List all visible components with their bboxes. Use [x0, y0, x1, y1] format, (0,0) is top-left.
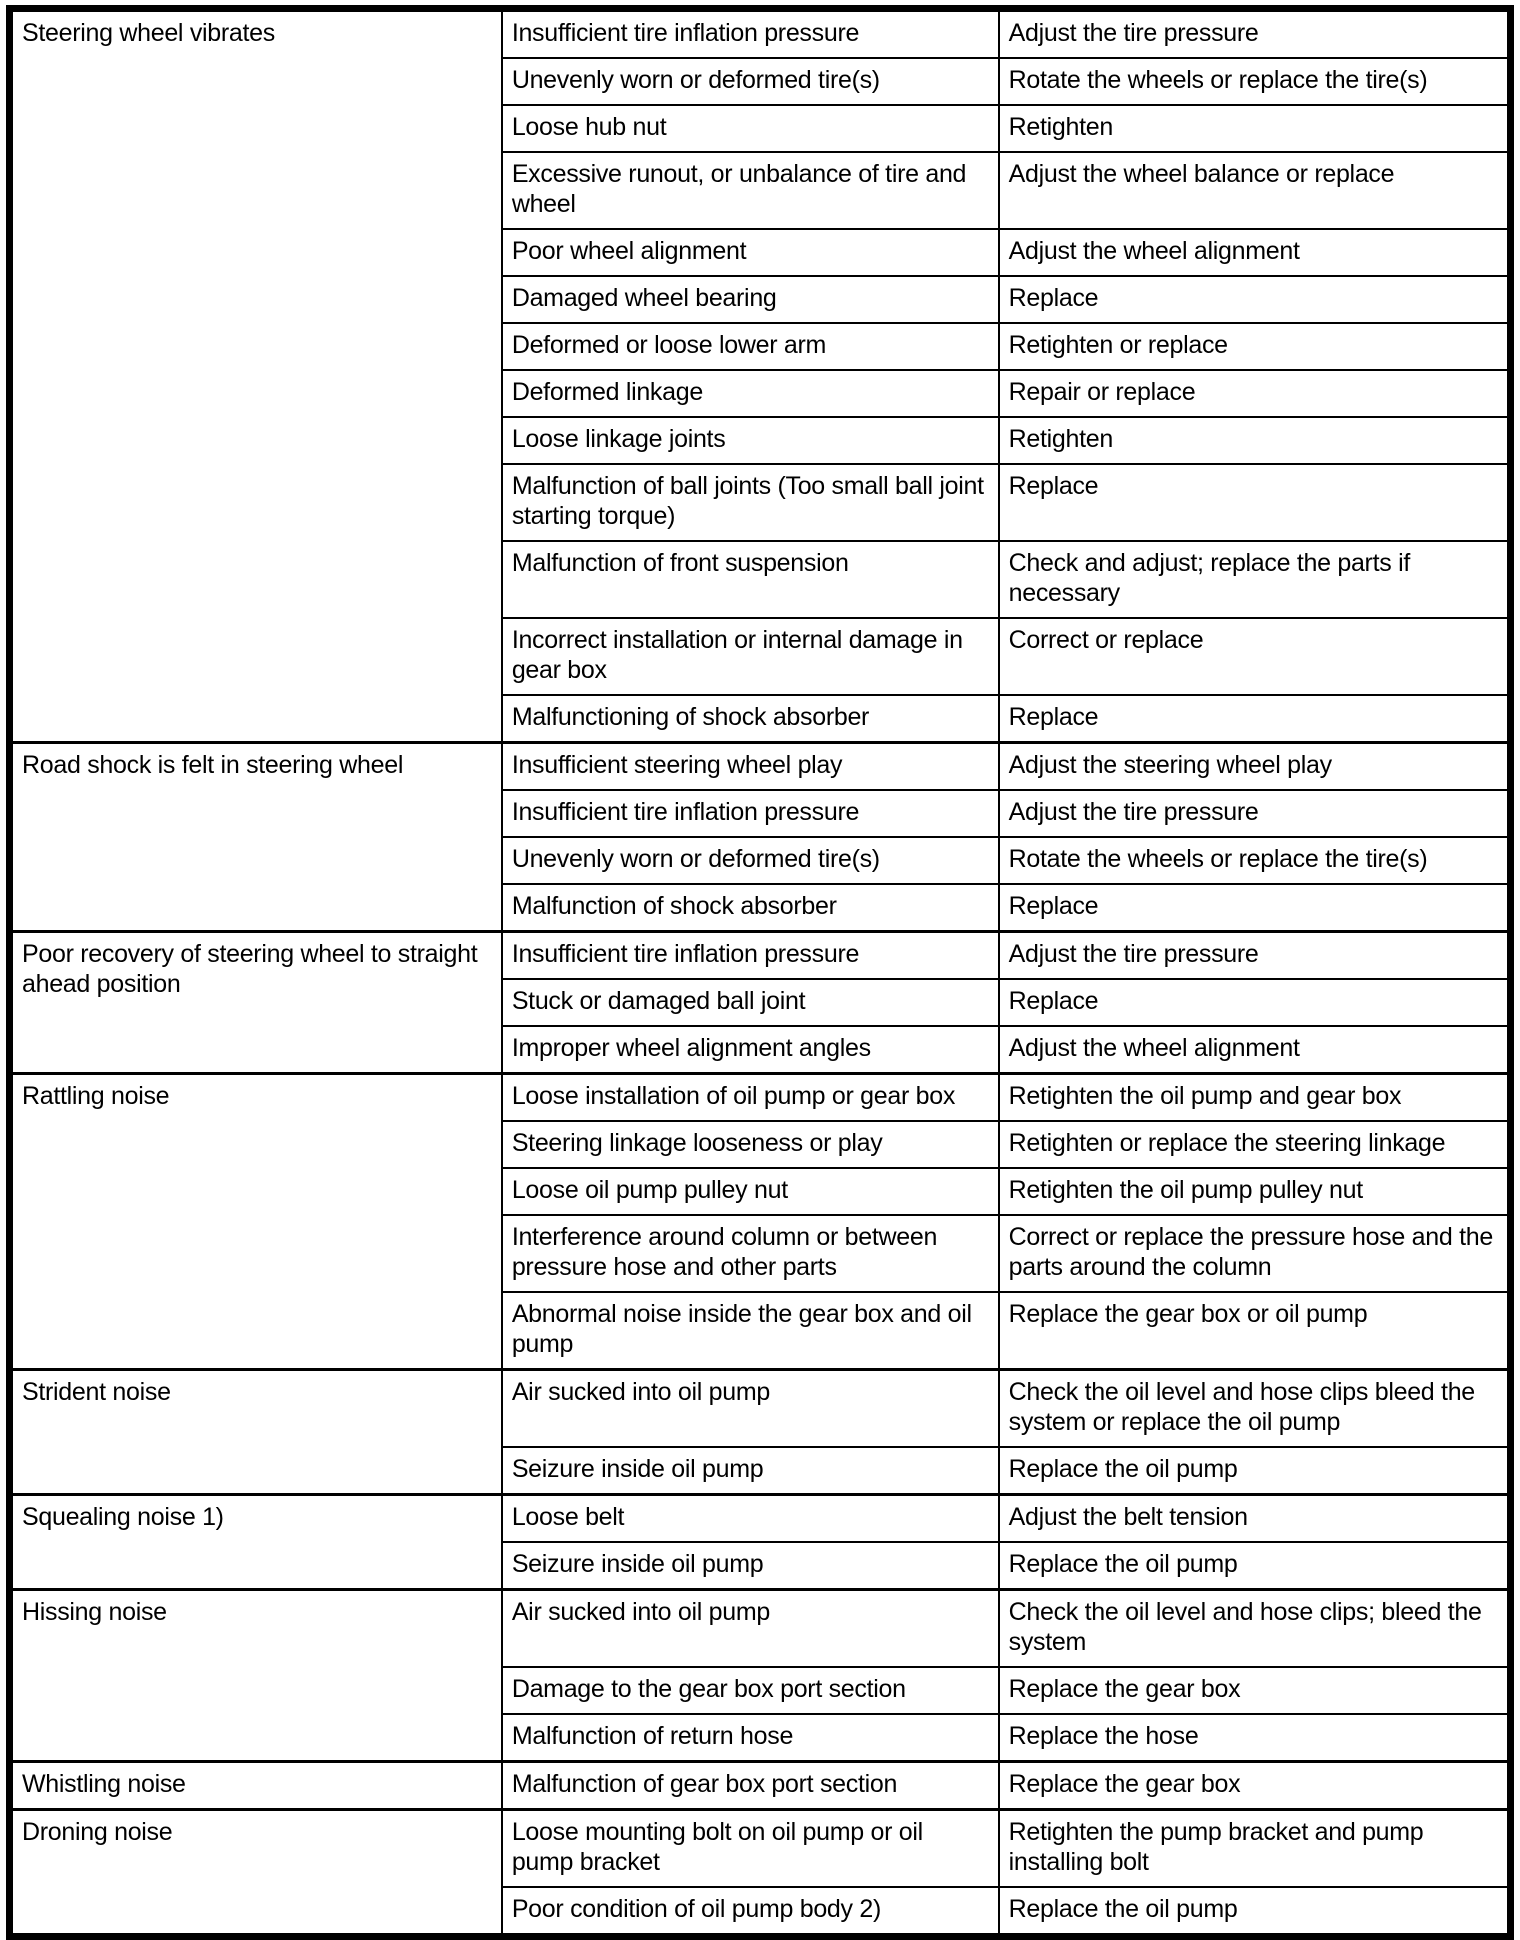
- table-row: [10, 1810, 1511, 1888]
- remedy-cell: Check the oil level and hose clips; bleed the system: [999, 1590, 1511, 1668]
- remedy-cell: Replace the gear box or oil pump: [999, 1292, 1511, 1370]
- remedy-cell: Replace the oil pump: [999, 1542, 1511, 1590]
- remedy-cell: Correct or replace the pressure hose and the parts around the column: [999, 1215, 1511, 1292]
- remedy-cell: Rotate the wheels or replace the tire(s): [999, 837, 1511, 884]
- cause-cell: Damaged wheel bearing: [502, 276, 999, 323]
- remedy-cell: Check the oil level and hose clips bleed the system or replace the oil pump: [999, 1370, 1511, 1448]
- remedy-cell: Replace the gear box: [999, 1762, 1511, 1810]
- remedy-cell: Replace: [999, 695, 1511, 743]
- cause-cell: Air sucked into oil pump: [502, 1370, 999, 1448]
- symptom-cell: Whistling noise: [10, 1762, 502, 1810]
- cause-cell: Excessive runout, or unbalance of tire and wheel: [502, 152, 999, 229]
- remedy-cell: Adjust the wheel alignment: [999, 229, 1511, 276]
- cause-cell: Steering linkage looseness or play: [502, 1121, 999, 1168]
- cause-cell: Malfunction of shock absorber: [502, 884, 999, 932]
- symptom-cell: Rattling noise: [10, 1074, 502, 1370]
- cause-cell: Interference around column or between pressure hose and other parts: [502, 1215, 999, 1292]
- cause-cell: Insufficient steering wheel play: [502, 743, 999, 791]
- table-row: [10, 9, 1511, 59]
- cause-cell: Unevenly worn or deformed tire(s): [502, 837, 999, 884]
- symptom-cell: Strident noise: [10, 1370, 502, 1495]
- remedy-cell: Check and adjust; replace the parts if necessary: [999, 541, 1511, 618]
- table-row: [10, 1495, 1511, 1543]
- remedy-cell: Replace the oil pump: [999, 1887, 1511, 1937]
- cause-cell: Seizure inside oil pump: [502, 1542, 999, 1590]
- cause-cell: Poor wheel alignment: [502, 229, 999, 276]
- table-row: [10, 1370, 1511, 1448]
- symptom-cell: Poor recovery of steering wheel to straight ahead position: [10, 932, 502, 1074]
- symptom-cell: Squealing noise 1): [10, 1495, 502, 1590]
- remedy-cell: Replace: [999, 464, 1511, 541]
- cause-cell: Insufficient tire inflation pressure: [502, 790, 999, 837]
- cause-cell: Deformed linkage: [502, 370, 999, 417]
- cause-cell: Malfunction of return hose: [502, 1714, 999, 1762]
- cause-cell: Malfunction of gear box port section: [502, 1762, 999, 1810]
- cause-cell: Unevenly worn or deformed tire(s): [502, 58, 999, 105]
- cause-cell: Incorrect installation or internal damage in gear box: [502, 618, 999, 695]
- remedy-cell: Retighten: [999, 417, 1511, 464]
- cause-cell: Insufficient tire inflation pressure: [502, 9, 999, 59]
- remedy-cell: Replace the hose: [999, 1714, 1511, 1762]
- table-row: [10, 743, 1511, 791]
- remedy-cell: Adjust the wheel balance or replace: [999, 152, 1511, 229]
- table-row: [10, 1590, 1511, 1668]
- symptom-cell: Hissing noise: [10, 1590, 502, 1762]
- cause-cell: Loose mounting bolt on oil pump or oil pump bracket: [502, 1810, 999, 1888]
- table-row: [10, 1074, 1511, 1122]
- remedy-cell: Adjust the tire pressure: [999, 932, 1511, 980]
- cause-cell: Malfunctioning of shock absorber: [502, 695, 999, 743]
- remedy-cell: Adjust the belt tension: [999, 1495, 1511, 1543]
- remedy-cell: Retighten or replace: [999, 323, 1511, 370]
- cause-cell: Poor condition of oil pump body 2): [502, 1887, 999, 1937]
- symptom-cell: Steering wheel vibrates: [10, 9, 502, 743]
- remedy-cell: Retighten the oil pump pulley nut: [999, 1168, 1511, 1215]
- cause-cell: Malfunction of ball joints (Too small ball joint starting torque): [502, 464, 999, 541]
- cause-cell: Improper wheel alignment angles: [502, 1026, 999, 1074]
- remedy-cell: Retighten: [999, 105, 1511, 152]
- remedy-cell: Retighten the oil pump and gear box: [999, 1074, 1511, 1122]
- cause-cell: Loose belt: [502, 1495, 999, 1543]
- cause-cell: Insufficient tire inflation pressure: [502, 932, 999, 980]
- symptom-cell: Road shock is felt in steering wheel: [10, 743, 502, 932]
- cause-cell: Loose oil pump pulley nut: [502, 1168, 999, 1215]
- remedy-cell: Replace: [999, 979, 1511, 1026]
- cause-cell: Loose linkage joints: [502, 417, 999, 464]
- cause-cell: Seizure inside oil pump: [502, 1447, 999, 1495]
- table-row: [10, 932, 1511, 980]
- remedy-cell: Retighten the pump bracket and pump installing bolt: [999, 1810, 1511, 1888]
- cause-cell: Abnormal noise inside the gear box and oil pump: [502, 1292, 999, 1370]
- cause-cell: Malfunction of front suspension: [502, 541, 999, 618]
- cause-cell: Loose hub nut: [502, 105, 999, 152]
- remedy-cell: Adjust the tire pressure: [999, 790, 1511, 837]
- cause-cell: Air sucked into oil pump: [502, 1590, 999, 1668]
- cause-cell: Loose installation of oil pump or gear box: [502, 1074, 999, 1122]
- cause-cell: Deformed or loose lower arm: [502, 323, 999, 370]
- cause-cell: Stuck or damaged ball joint: [502, 979, 999, 1026]
- remedy-cell: Adjust the tire pressure: [999, 9, 1511, 59]
- troubleshooting-table: [6, 5, 1514, 1940]
- remedy-cell: Adjust the steering wheel play: [999, 743, 1511, 791]
- remedy-cell: Replace: [999, 276, 1511, 323]
- remedy-cell: Repair or replace: [999, 370, 1511, 417]
- table-row: [10, 1762, 1511, 1810]
- remedy-cell: Adjust the wheel alignment: [999, 1026, 1511, 1074]
- remedy-cell: Retighten or replace the steering linkage: [999, 1121, 1511, 1168]
- remedy-cell: Correct or replace: [999, 618, 1511, 695]
- remedy-cell: Replace: [999, 884, 1511, 932]
- remedy-cell: Replace the gear box: [999, 1667, 1511, 1714]
- symptom-cell: Droning noise: [10, 1810, 502, 1937]
- cause-cell: Damage to the gear box port section: [502, 1667, 999, 1714]
- remedy-cell: Replace the oil pump: [999, 1447, 1511, 1495]
- remedy-cell: Rotate the wheels or replace the tire(s): [999, 58, 1511, 105]
